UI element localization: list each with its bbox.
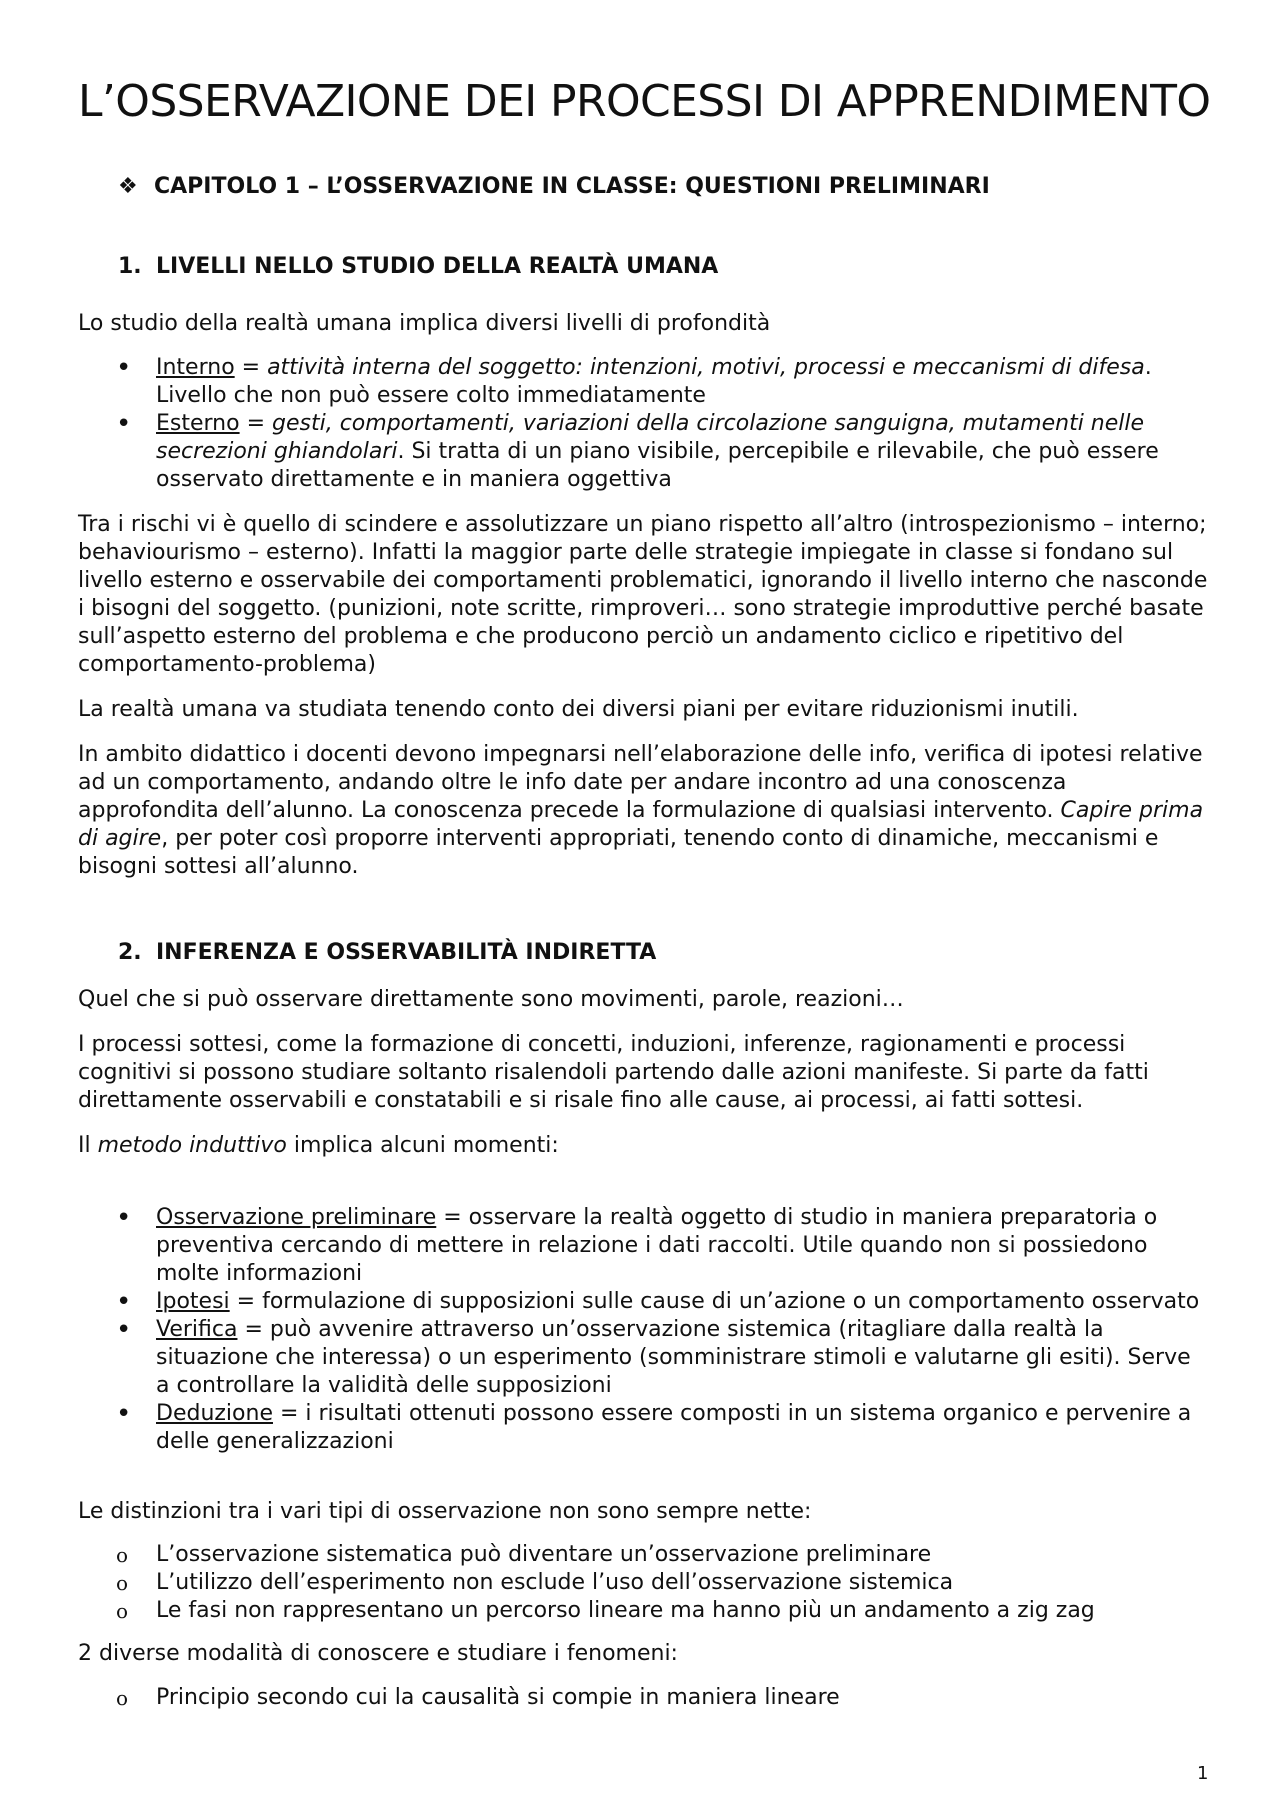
paragraph-italic: metodo induttivo <box>97 1133 287 1158</box>
paragraph-text: implica alcuni momenti: <box>286 1133 559 1158</box>
item-italic: attività interna del soggetto: intenzioni, motivi, processi e meccanismi di difesa <box>267 355 1145 380</box>
section-2-body <box>78 986 1208 1177</box>
section-1-title: LIVELLI NELLO STUDIO DELLA REALTÀ UMANA <box>156 254 719 279</box>
list-item <box>78 1569 1208 1597</box>
chapter-label: CAPITOLO 1 – L’OSSERVAZIONE IN CLASSE: QUESTIONI PRELIMINARI <box>154 174 990 199</box>
list-item <box>78 1316 1208 1400</box>
item-text: L’osservazione sistematica può diventare un’osservazione preliminare <box>156 1542 932 1567</box>
modalities-list <box>78 1684 1208 1712</box>
method-steps-list <box>78 1204 1208 1456</box>
item-text: = i risultati ottenuti possono essere composti in un sistema organico e pervenire a delle generalizzazioni <box>156 1401 1192 1454</box>
levels-list <box>78 354 1208 494</box>
paragraph: Le distinzioni tra i vari tipi di osservazione non sono sempre nette: <box>78 1499 812 1524</box>
paragraph: 2 diverse modalità di conoscere e studiare i fenomeni: <box>78 1641 678 1666</box>
item-text: = formulazione di supposizioni sulle cause di un’azione o un comportamento osservato <box>229 1289 1200 1314</box>
paragraph-italic: Capire prima di agire <box>78 798 1204 851</box>
paragraph: La realtà umana va studiata tenendo conto dei diversi piani per evitare riduzionismi inutili. <box>78 697 1079 722</box>
section-1-heading <box>118 252 718 282</box>
bullet-icon <box>116 1316 146 1346</box>
item-text: = osservare la realtà oggetto di studio in maniera preparatoria o preventiva cercando di mettere in relazione i dati raccolti. Utile quando non si possiedono molte informazioni <box>156 1205 1158 1286</box>
list-item <box>78 1597 1208 1625</box>
item-term: Interno <box>156 355 235 380</box>
bullet-icon <box>116 1400 146 1430</box>
section-2-number: 2. <box>118 940 142 965</box>
list-item <box>78 1541 1208 1569</box>
paragraph <box>78 741 1208 881</box>
section-1-number: 1. <box>118 254 142 279</box>
list-item <box>78 1288 1208 1316</box>
bullet-icon <box>116 354 146 384</box>
circle-bullet-icon: o <box>116 1543 129 1567</box>
bullet-icon <box>116 410 146 440</box>
paragraph-text: In ambito didattico i docenti devono impegnarsi nell’elaborazione delle info, verifica di ipotesi relative ad un comportamento, andando oltre le info date per andare incontro ad una conoscenza approfondita dell’alunno. La conoscenza precede la formulazione di qualsiasi intervento. <box>78 742 1203 823</box>
list-item <box>78 1204 1208 1288</box>
item-text: . Si tratta di un piano visibile, percepibile e rilevabile, che può essere osservato direttamente e in maniera oggettiva <box>156 439 1159 492</box>
item-text: . Livello che non può essere colto immediatamente <box>156 355 1152 408</box>
bullet-icon <box>116 1204 146 1234</box>
paragraph: Tra i rischi vi è quello di scindere e assolutizzare un piano rispetto all’altro (introspezionismo – interno; behaviourismo – esterno). Infatti la maggior parte delle strategie impiegate in classe si fondano sul livello esterno e osservabile dei comportamenti problematici, ignorando il livello interno che nasconde i bisogni del soggetto. (punizioni, note scritte, rimproveri… sono strategie improduttive perché basate sull’aspetto esterno del problema e che producono perciò un andamento ciclico e ripetitivo del comportamento-problema) <box>78 512 1208 677</box>
section-2-title: INFERENZA E OSSERVABILITÀ INDIRETTA <box>156 940 657 965</box>
diamond-bullet-icon: ❖ <box>118 174 138 199</box>
item-term: Osservazione preliminare <box>156 1205 437 1230</box>
section-1-intro: Lo studio della realtà umana implica diversi livelli di profondità <box>78 311 771 336</box>
section-2-heading <box>118 938 656 968</box>
item-term: Esterno <box>156 411 240 436</box>
circle-bullet-icon: o <box>116 1571 129 1595</box>
paragraph <box>78 1132 1208 1160</box>
paragraph: I processi sottesi, come la formazione di concetti, induzioni, inferenze, ragionamenti e processi cognitivi si possono studiare soltanto risalendoli partendo dalle azioni manifeste. Si parte da fatti direttamente osservabili e constatabili e si risale fino alle cause, ai processi, ai fatti sottesi. <box>78 1032 1149 1113</box>
item-term: Verifica <box>156 1317 238 1342</box>
bullet-icon <box>116 1288 146 1318</box>
distinctions-list <box>78 1541 1208 1625</box>
document-title: L’OSSERVAZIONE DEI PROCESSI DI APPRENDIMENTO <box>78 76 1211 127</box>
paragraph-text: , per poter così proporre interventi appropriati, tenendo conto di dinamiche, meccanismi e bisogni sottesi all’alunno. <box>78 826 1159 879</box>
section-1-body <box>78 511 1208 898</box>
item-text: = può avvenire attraverso un’osservazione sistemica (ritagliare dalla realtà la situazione che interessa) o un esperimento (somministrare stimoli e valutarne gli esiti). Serve a controllare la validità delle supposizioni <box>156 1317 1191 1398</box>
item-text: Le fasi non rappresentano un percorso lineare ma hanno più un andamento a zig zag <box>156 1598 1095 1623</box>
list-item <box>78 410 1208 494</box>
item-separator: = <box>239 411 273 436</box>
chapter-heading <box>118 172 990 202</box>
circle-bullet-icon: o <box>116 1599 129 1623</box>
list-item <box>78 354 1208 410</box>
item-separator: = <box>234 355 268 380</box>
paragraph-text: Il <box>78 1133 98 1158</box>
item-text: L’utilizzo dell’esperimento non esclude l’uso dell’osservazione sistemica <box>156 1570 954 1595</box>
circle-bullet-icon: o <box>116 1686 129 1710</box>
item-italic: gesti, comportamenti, variazioni della circolazione sanguigna, mutamenti nelle secrezioni ghiandolari <box>156 411 1145 464</box>
list-item <box>78 1684 1208 1712</box>
item-text: Principio secondo cui la causalità si compie in maniera lineare <box>156 1685 840 1710</box>
page-number: 1 <box>1197 1763 1209 1784</box>
item-term: Deduzione <box>156 1401 273 1426</box>
paragraph: Quel che si può osservare direttamente sono movimenti, parole, reazioni… <box>78 987 904 1012</box>
item-term: Ipotesi <box>156 1289 230 1314</box>
list-item <box>78 1400 1208 1456</box>
